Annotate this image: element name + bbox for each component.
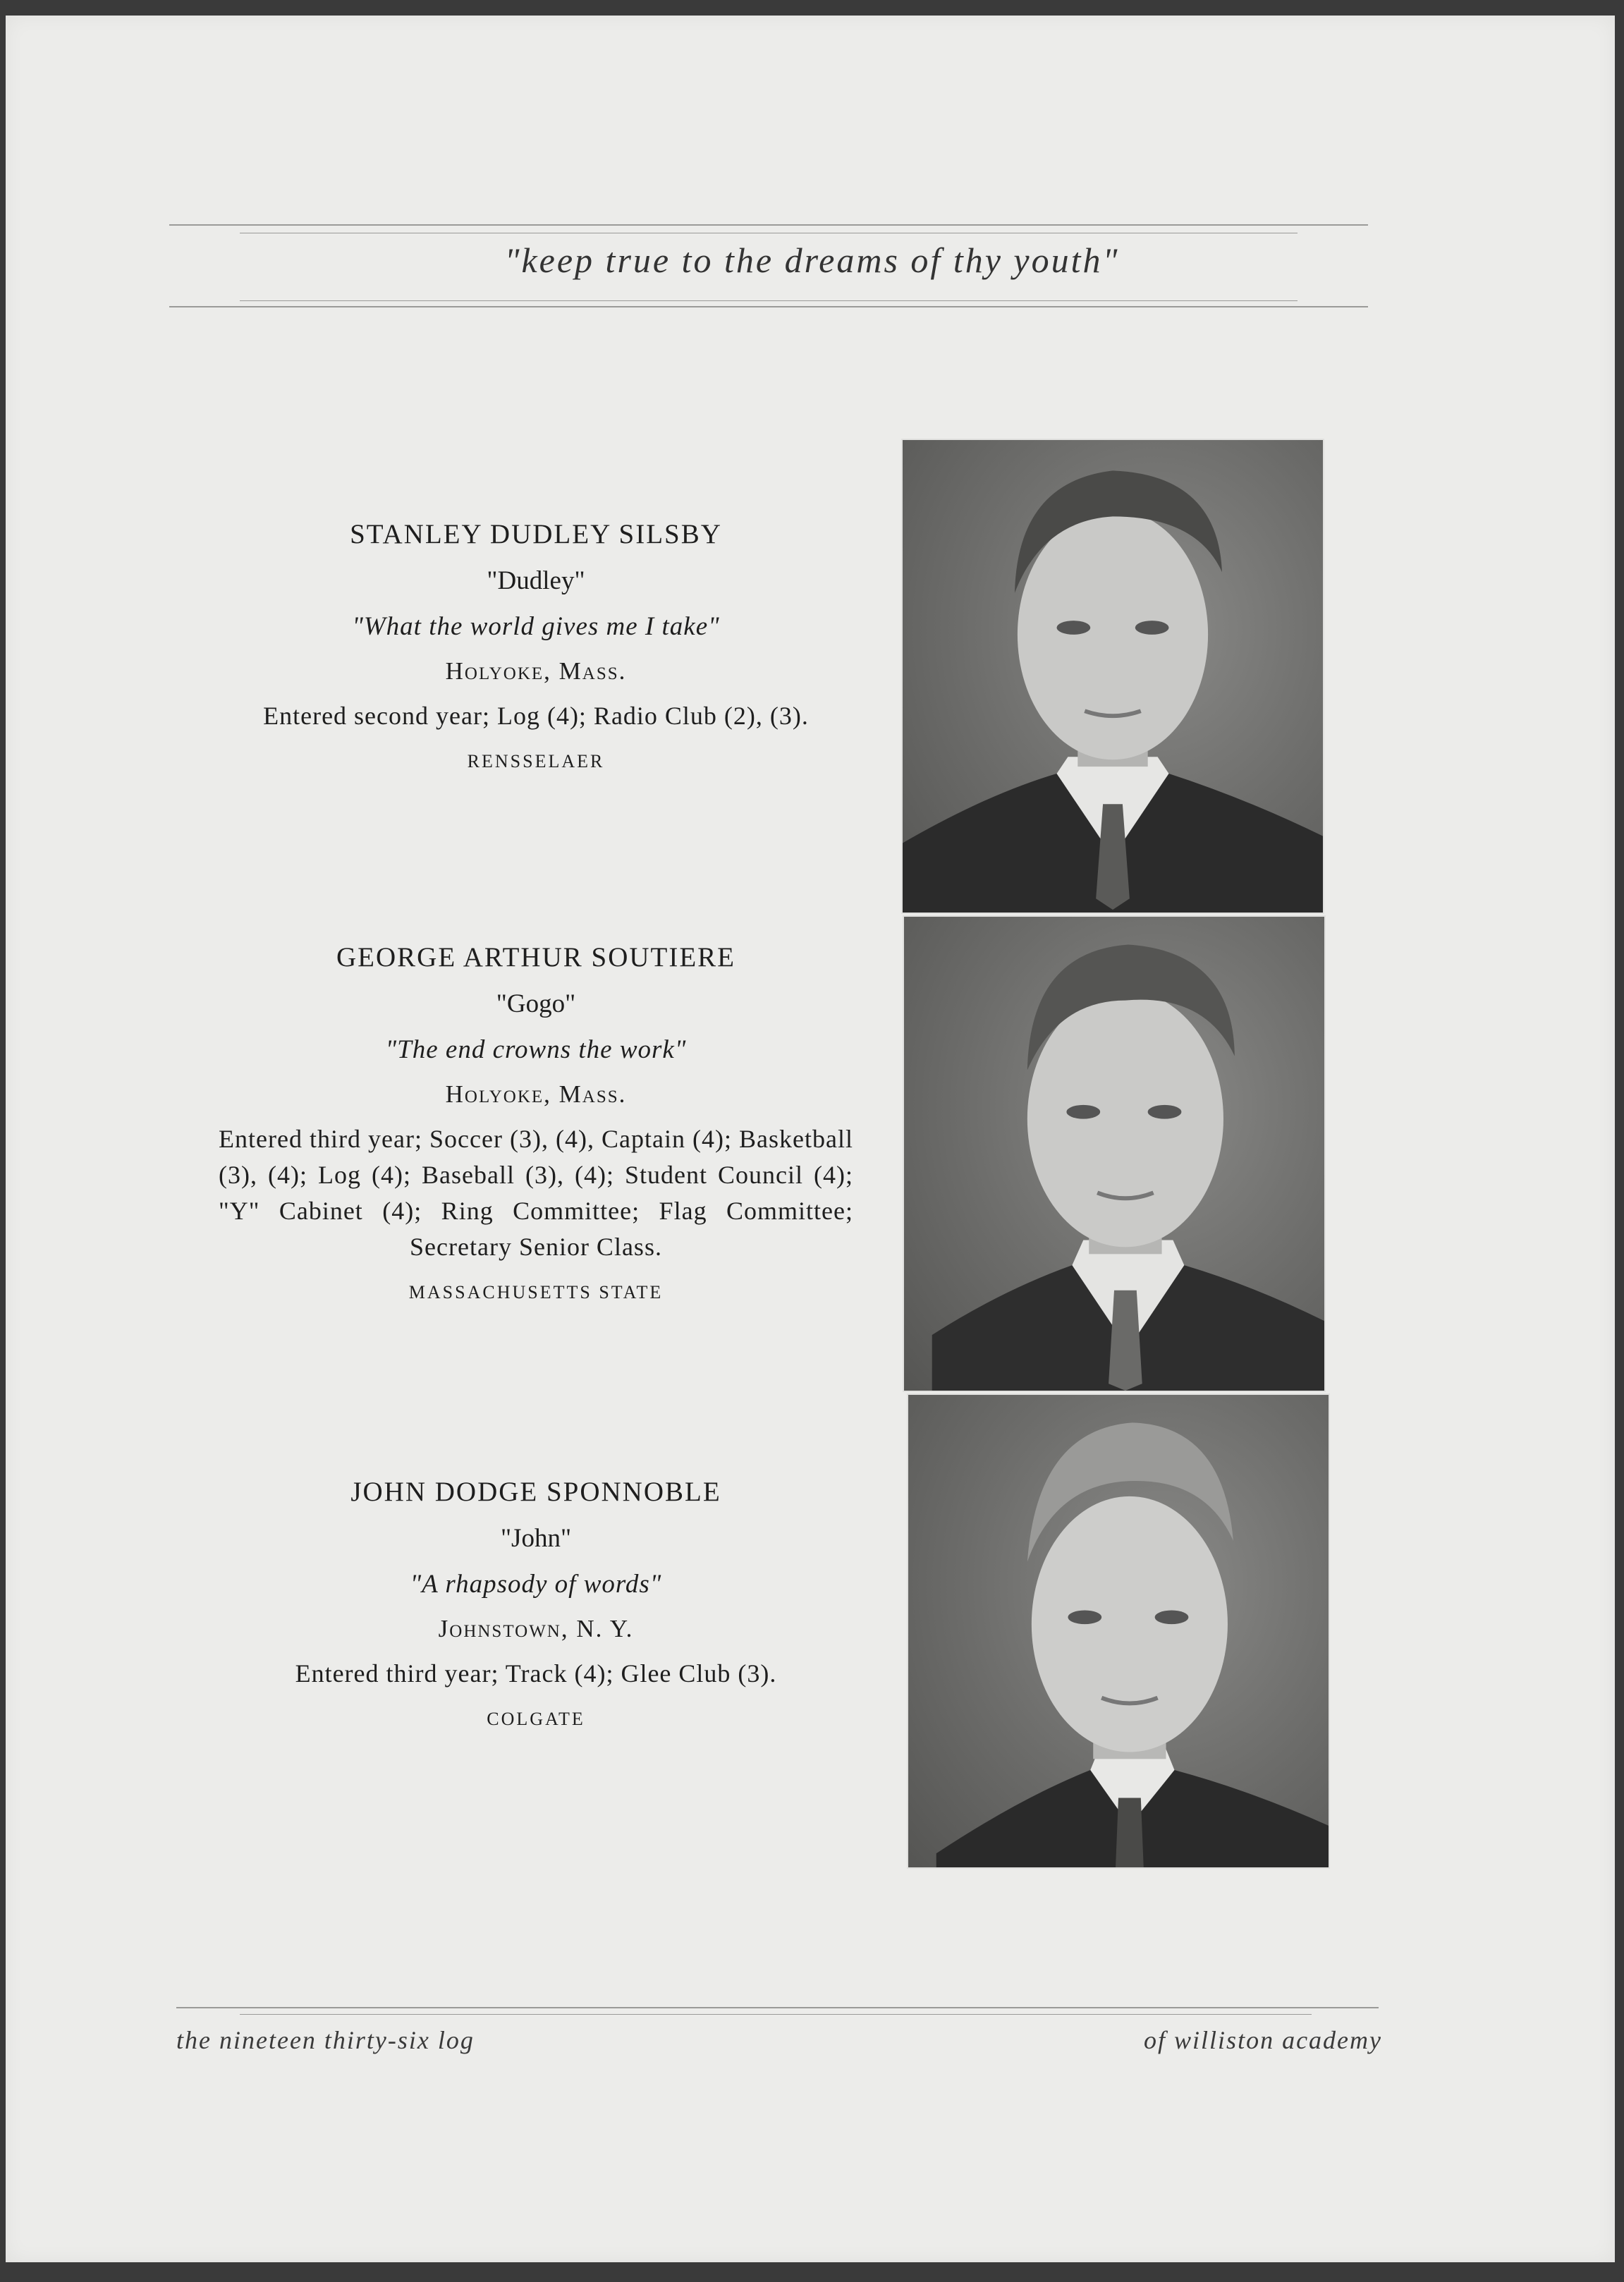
- student-record: Entered second year; Log (4); Radio Club (2), (3).: [263, 702, 809, 730]
- student-record: Entered third year; Track (4); Glee Club (3).: [295, 1659, 777, 1688]
- student-quote: "What the world gives me I take": [352, 612, 720, 641]
- student-quote: "The end crowns the work": [385, 1035, 687, 1064]
- student-college: COLGATE: [487, 1709, 585, 1729]
- portrait-photo-silsby: [901, 439, 1324, 914]
- header-rule-bottom-outer: [169, 306, 1368, 307]
- portrait-photo-sponnoble: [907, 1393, 1330, 1869]
- student-nickname: "Dudley": [487, 566, 585, 595]
- footer-school-name: of williston academy: [1144, 2026, 1382, 2054]
- student-name: STANLEY DUDLEY SILSBY: [350, 519, 722, 549]
- student-entry-soutiere: [183, 941, 889, 1303]
- student-entry-silsby: [183, 518, 889, 772]
- portrait-photo-soutiere: [903, 915, 1326, 1392]
- footer-publication-title: the nineteen thirty-six log: [176, 2026, 475, 2054]
- header-rule-top-outer: [169, 224, 1368, 226]
- footer-rule-outer: [176, 2007, 1379, 2008]
- student-name: JOHN DODGE SPONNOBLE: [350, 1477, 721, 1507]
- student-nickname: "John": [500, 1524, 572, 1553]
- student-hometown: Johnstown, N. Y.: [438, 1615, 634, 1642]
- footer-rule-inner: [240, 2014, 1312, 2015]
- student-hometown: Holyoke, Mass.: [445, 657, 627, 685]
- student-record: Entered third year; Soccer (3), (4), Captain (4); Basketball (3), (4); Log (4); Baseball (3), (4); Student Council (4); "Y" Cabinet (4); Ring Committee; Flag Committee; Secretary Senior Class.: [219, 1125, 853, 1261]
- student-quote: "A rhapsody of words": [410, 1570, 662, 1599]
- student-name: GEORGE ARTHUR SOUTIERE: [336, 942, 735, 972]
- student-nickname: "Gogo": [496, 989, 576, 1018]
- student-college: MASSACHUSETTS STATE: [408, 1282, 664, 1302]
- student-entry-sponnoble: [183, 1476, 889, 1730]
- page-motto: "keep true to the dreams of thy youth": [504, 240, 1120, 280]
- student-hometown: Holyoke, Mass.: [445, 1080, 627, 1108]
- header-rule-bottom-inner: [240, 300, 1298, 301]
- student-college: RENSSELAER: [467, 751, 605, 771]
